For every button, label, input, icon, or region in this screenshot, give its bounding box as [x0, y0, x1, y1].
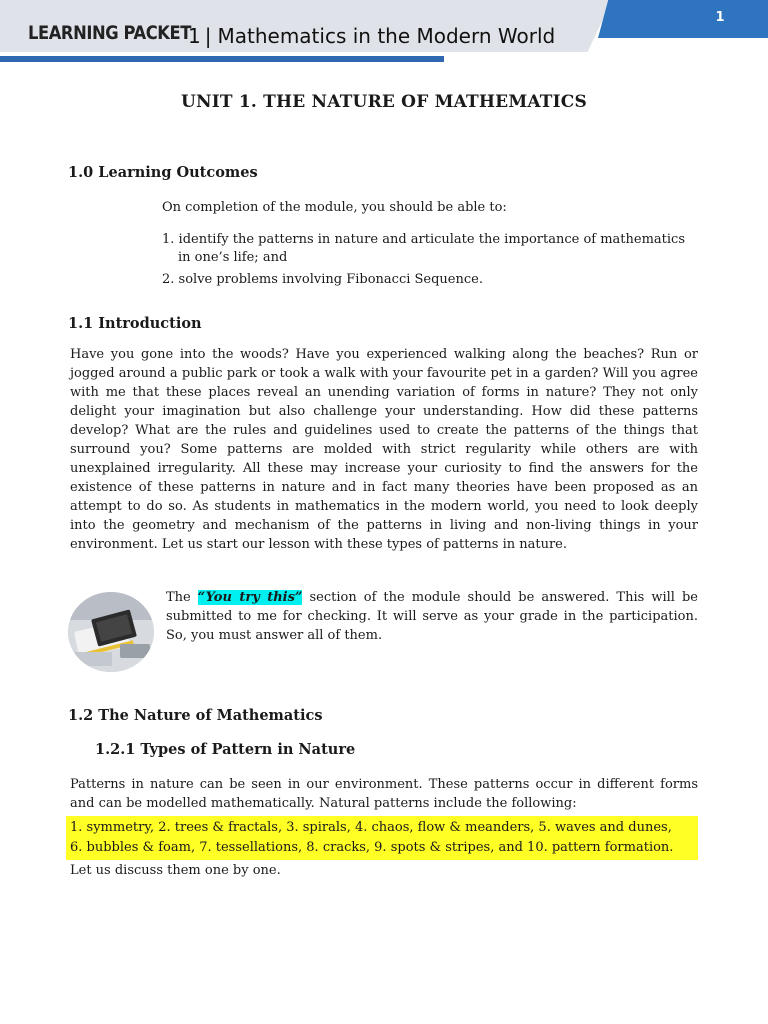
header-underline [0, 56, 444, 62]
unit-title: UNIT 1. THE NATURE OF MATHEMATICS [180, 92, 588, 112]
title-separator: | [204, 24, 212, 48]
patterns-list [70, 818, 698, 858]
desk-illustration [68, 592, 154, 672]
desk-notebook-image [68, 592, 154, 672]
introduction-paragraph: Have you gone into the woods? Have you experienced walking along the beaches? Run or jogged around a public park or took a walk with your favourite pet in a garden? Will you agree with me that these places reveal an unending variation of forms in nature? They not only delight your imagination but also challenge your understanding. How did these patterns develop? What are the rules and guidelines used to create the patterns of the things that surround you? Some patterns are molded with strict regularity while others are with unexplained irregularity. All these may increase your curiosity to find the answers for the existence of these patterns in nature and in fact many theories have been proposed as an attempt to do so. As students in mathematics in the modern world, you need to look deeply into the geometry and mechanism of the patterns in living and non-living things in your environment. Let us start our lesson with these types of patterns in nature. [70, 347, 698, 552]
types-of-pattern-heading: 1.2.1 Types of Pattern in Nature [95, 741, 356, 758]
try-prefix: The [166, 590, 198, 605]
learning-outcomes-heading: 1.0 Learning Outcomes [68, 164, 258, 181]
outcome-item-1-cont: in one’s life; and [178, 250, 288, 265]
try-rest: section of the module should be answered. This will be submitted to me for checking. It will serve as your grade in the participation. So, you must answer all of them. [166, 590, 698, 643]
outcome-item-2: 2. solve problems involving Fibonacci Sequence. [162, 272, 483, 287]
course-title [188, 24, 555, 48]
nature-heading: 1.2 The Nature of Mathematics [68, 707, 323, 724]
patterns-list-line-1: 1. symmetry, 2. trees & fractals, 3. spirals, 4. chaos, flow & meanders, 5. waves and dunes, [70, 820, 672, 835]
page-number: 1 [715, 10, 725, 25]
patterns-list-line-2: 6. bubbles & foam, 7. tessellations, 8. cracks, 9. spots & stripes, and 10. pattern formation. [70, 840, 674, 855]
course-name: Mathematics in the Modern World [217, 24, 556, 48]
packet-number: 1 [188, 24, 201, 48]
you-try-this-highlight: “You try this” [197, 590, 303, 605]
outcomes-lead: On completion of the module, you should be able to: [162, 200, 507, 215]
you-try-this-note [166, 588, 698, 645]
outcome-item-1: 1. identify the patterns in nature and articulate the importance of mathematics [162, 232, 686, 247]
patterns-paragraph: Patterns in nature can be seen in our environment. These patterns occur in different forms and can be modelled mathematically. Natural patterns include the following: [70, 777, 698, 811]
header-page-tab [598, 0, 768, 38]
brand-logo: LEARNING PACKET [28, 22, 191, 44]
closing-line: Let us discuss them one by one. [70, 863, 281, 878]
introduction-heading: 1.1 Introduction [68, 315, 202, 332]
